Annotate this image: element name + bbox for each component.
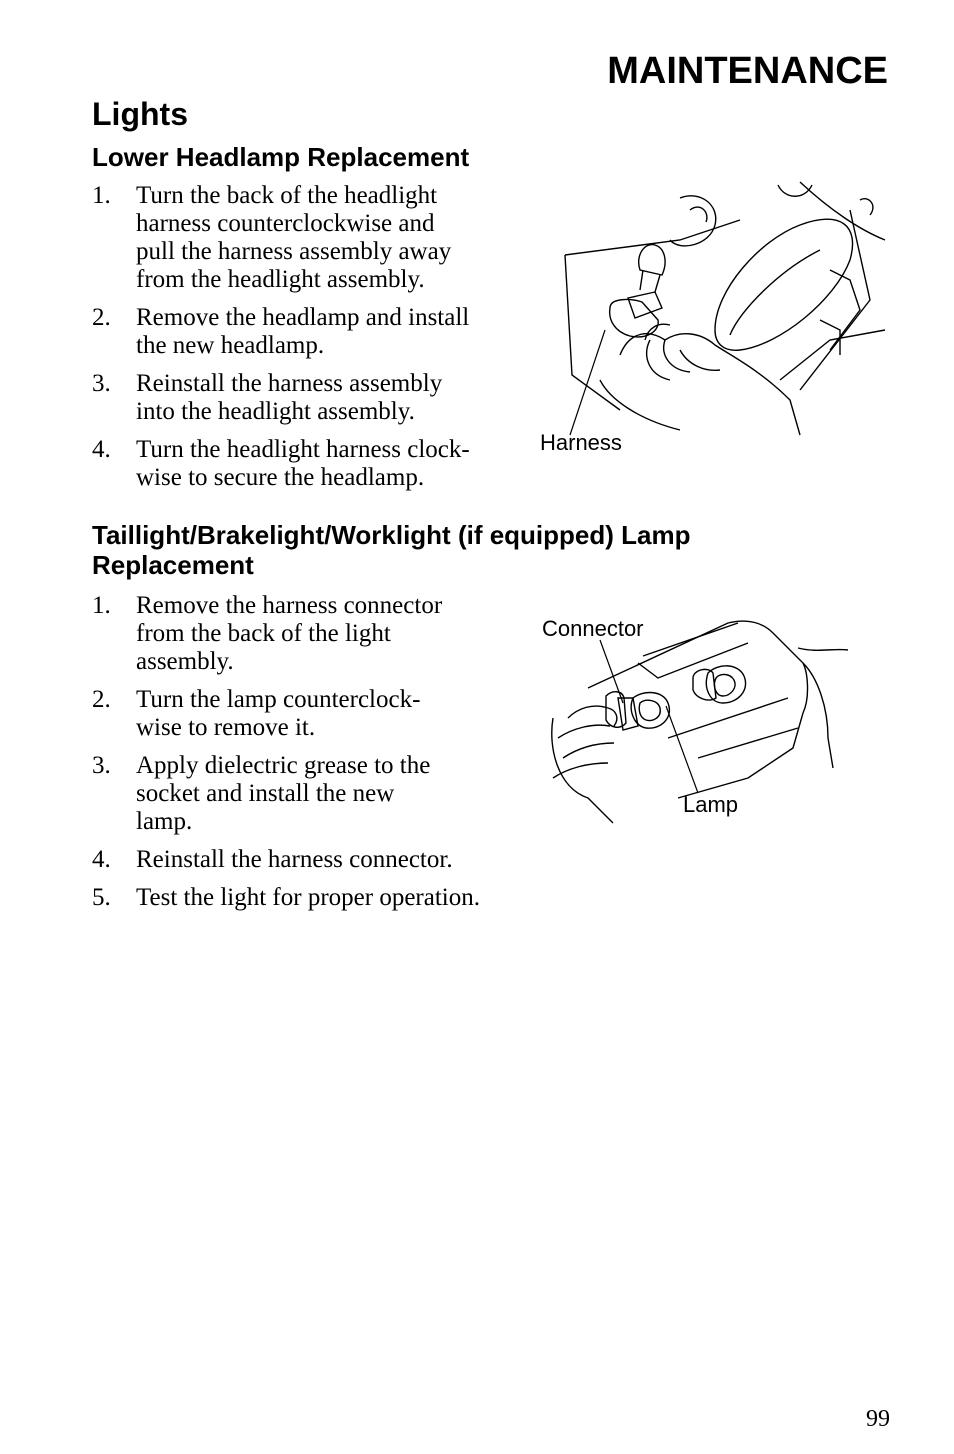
callout-connector: Connector bbox=[542, 616, 644, 641]
step-line: harness counterclockwise and bbox=[136, 210, 435, 237]
step-number: 3. bbox=[92, 370, 111, 397]
step-line: Reinstall the harness connector. bbox=[136, 846, 453, 873]
step-line: Remove the harness connector bbox=[136, 592, 443, 619]
step-item bbox=[92, 592, 480, 676]
step-number: 4. bbox=[92, 846, 111, 873]
taillight-heading-line: Replacement bbox=[92, 550, 254, 580]
step-line: lamp. bbox=[136, 808, 193, 835]
step-item bbox=[92, 752, 480, 836]
step-number: 1. bbox=[92, 182, 111, 209]
step-line: socket and install the new bbox=[136, 780, 395, 807]
step-line: Turn the headlight harness clock- bbox=[136, 436, 470, 463]
taillight-heading bbox=[92, 520, 690, 580]
step-item bbox=[92, 304, 470, 360]
step-number: 2. bbox=[92, 686, 111, 713]
page-number: 99 bbox=[866, 1406, 890, 1432]
step-line: Turn the back of the headlight bbox=[136, 182, 438, 209]
callout-lamp: Lamp bbox=[683, 792, 739, 817]
step-line: Apply dielectric grease to the bbox=[136, 752, 431, 779]
step-number: 3. bbox=[92, 752, 111, 779]
headlamp-illustration bbox=[530, 180, 890, 450]
step-line: Turn the lamp counterclock- bbox=[136, 686, 421, 713]
step-line: Test the light for proper operation. bbox=[136, 884, 480, 911]
step-line: pull the harness assembly away bbox=[136, 238, 452, 265]
step-item bbox=[92, 436, 470, 492]
step-line: Reinstall the harness assembly bbox=[136, 370, 443, 397]
chapter-title: MAINTENANCE bbox=[607, 50, 888, 92]
step-number: 2. bbox=[92, 304, 111, 331]
step-line: from the headlight assembly. bbox=[136, 266, 425, 293]
section-title: Lights bbox=[92, 96, 188, 132]
step-line: wise to secure the headlamp. bbox=[136, 464, 425, 491]
step-number: 4. bbox=[92, 436, 111, 463]
step-item bbox=[92, 182, 470, 294]
step-line: wise to remove it. bbox=[136, 714, 316, 741]
taillight-heading-line: Taillight/Brakelight/Worklight (if equipped) Lamp bbox=[92, 520, 691, 550]
callout-harness: Harness bbox=[540, 430, 622, 455]
step-line: into the headlight assembly. bbox=[136, 398, 415, 425]
headlamp-steps bbox=[92, 182, 470, 502]
step-item bbox=[92, 686, 480, 742]
step-line: the new headlamp. bbox=[136, 332, 325, 359]
step-line: from the back of the light bbox=[136, 620, 391, 647]
taillight-steps bbox=[92, 592, 480, 922]
step-line: Remove the headlamp and install bbox=[136, 304, 470, 331]
step-item bbox=[92, 884, 480, 912]
headlamp-heading: Lower Headlamp Replacement bbox=[92, 142, 470, 172]
step-number: 5. bbox=[92, 884, 111, 911]
step-line: assembly. bbox=[136, 648, 234, 675]
step-item bbox=[92, 846, 480, 874]
step-number: 1. bbox=[92, 592, 111, 619]
step-item bbox=[92, 370, 470, 426]
